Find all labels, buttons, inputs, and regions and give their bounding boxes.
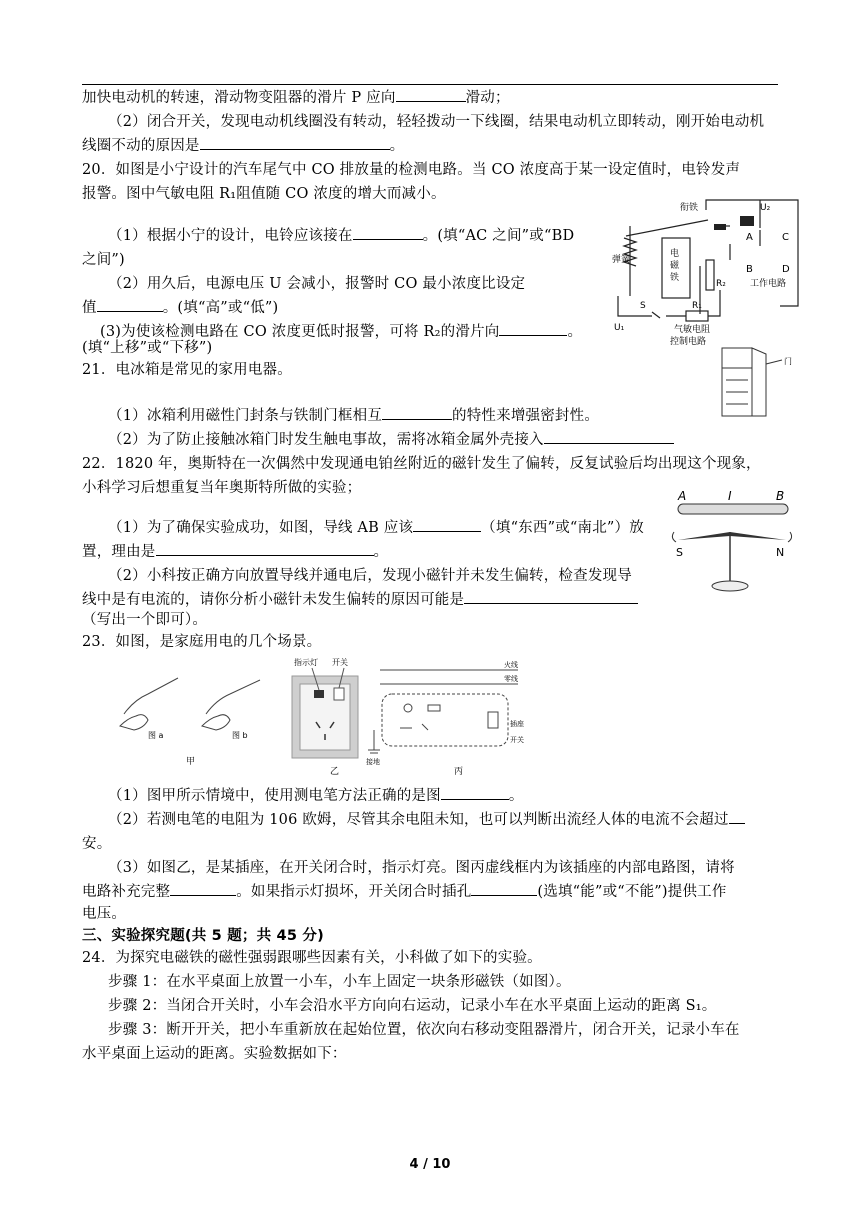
label-a: A xyxy=(746,232,753,243)
label-switch: 开关 xyxy=(332,658,348,667)
answer-blank[interactable] xyxy=(413,516,481,532)
label-u1: U₁ xyxy=(614,323,625,333)
page-number: 4 / 10 xyxy=(409,1157,451,1172)
label-jia: 甲 xyxy=(186,757,196,767)
header-rule xyxy=(82,84,778,85)
label-socket: 插座 xyxy=(510,720,524,728)
q21-stem: 21．电冰箱是常见的家用电器。 xyxy=(82,362,292,378)
household-electricity-figure xyxy=(110,654,530,778)
q24-stem: 24．为探究电磁铁的磁性强弱跟哪些因素有关，小科做了如下的实验。 xyxy=(82,950,542,966)
q21-2: （2）为了防止接触冰箱门时发生触电事故，需将冰箱金属外壳接入 xyxy=(108,428,804,452)
label-south: S xyxy=(676,546,683,559)
q20-1-cont: 之间”) xyxy=(82,252,125,268)
answer-blank[interactable] xyxy=(499,320,567,336)
label-north: N xyxy=(776,546,785,559)
q23-3-cont: 电路补充完整 。如果指示灯损坏，开关闭合时插孔 (选填“能”或“不能”)提供工作 xyxy=(82,880,778,904)
label-door: 门 xyxy=(784,357,792,366)
co-detector-circuit-figure xyxy=(610,196,810,346)
answer-blank[interactable] xyxy=(382,404,452,420)
label-b: B xyxy=(746,264,753,275)
q20-3-cont: (填“上移”或“下移”) xyxy=(82,340,213,356)
q19-line-1: 加快电动机的转速，滑动物变阻器的滑片 P 应向 滑动； xyxy=(82,86,778,110)
answer-blank[interactable] xyxy=(156,540,374,556)
q23-stem: 23．如图，是家庭用电的几个场景。 xyxy=(82,634,322,650)
q23-2: （2）若测电笔的电阻为 106 欧姆，尽管其余电阻未知，也可以判断出流经人体的电流不会超过 xyxy=(108,808,804,832)
q24-step-2: 步骤 2：当闭合开关时，小车会沿水平方向向右运动，记录小车在水平桌面上运动的距离 S₁。 xyxy=(108,998,717,1014)
q22-stem-1: 22．1820 年，奥斯特在一次偶然中发现通电铂丝附近的磁针发生了偏转，反复试验后均出现这个现象， xyxy=(82,456,761,472)
q20-stem-2: 报警。图中气敏电阻 R₁阻值随 CO 浓度的增大而减小。 xyxy=(82,186,446,202)
label-fig-b: 图 b xyxy=(232,731,248,740)
label-current: I xyxy=(728,489,732,503)
answer-blank[interactable] xyxy=(396,86,466,102)
label-spring: 弹簧 xyxy=(612,255,631,265)
label-electromagnet: 电 xyxy=(670,249,680,259)
q23-1: （1）图甲所示情境中，使用测电笔方法正确的是图 。 xyxy=(108,784,804,808)
q20-stem-1: 20．如图是小宁设计的汽车尾气中 CO 排放量的检测电路。当 CO 浓度高于某一设定值时，电铃发声 xyxy=(82,162,741,178)
label-ground: 接地 xyxy=(366,758,380,766)
q19-2-line: （2）闭合开关，发现电动机线圈没有转动，轻轻拨动一下线圈，结果电动机立即转动，刚开始电动机 xyxy=(108,114,765,130)
q22-2: （2）小科按正确方向放置导线并通电后，发现小磁针并未发生偏转，检查发现导 xyxy=(108,568,632,584)
label-r2: R₂ xyxy=(716,279,726,289)
label-r1: R₁ xyxy=(692,301,702,311)
q22-1-cont: 置，理由是 。 xyxy=(82,540,778,564)
q20-1: （1）根据小宁的设计，电铃应该接在 。(填“AC 之间”或“BD xyxy=(108,224,628,248)
q20-2-cont: 值 。(填“高”或“低”) xyxy=(82,296,602,320)
answer-blank[interactable] xyxy=(729,808,745,824)
label-b: B xyxy=(776,489,785,503)
label-u2: U₂ xyxy=(760,203,771,213)
oersted-figure xyxy=(668,488,798,598)
label-control-circuit: 控制电路 xyxy=(670,337,707,346)
svg-text:磁: 磁 xyxy=(670,261,680,271)
q22-2-cont: 线中是有电流的，请你分析小磁针未发生偏转的原因可能是 xyxy=(82,588,778,612)
q24-step-3: 步骤 3：断开开关，把小车重新放在起始位置，依次向右移动变阻器滑片，闭合开关，记录小车在 xyxy=(108,1022,740,1038)
label-armature: 衔铁 xyxy=(680,203,699,213)
answer-blank[interactable] xyxy=(97,296,163,312)
label-neutral-wire: 零线 xyxy=(504,675,518,683)
q19-2-line-b: 线圈不动的原因是 。 xyxy=(82,134,778,158)
label-c: C xyxy=(782,232,789,243)
refrigerator-figure xyxy=(700,344,800,420)
q23-2-cont: 安。 xyxy=(82,836,112,852)
answer-blank[interactable] xyxy=(464,588,638,604)
answer-blank[interactable] xyxy=(544,428,674,444)
label-bing: 丙 xyxy=(454,767,464,777)
q22-2-cont-b: （写出一个即可）。 xyxy=(82,612,208,628)
label-a: A xyxy=(678,489,687,503)
label-gas-resistor: 气敏电阻 xyxy=(674,325,711,335)
q24-step-1: 步骤 1：在水平桌面上放置一小车，小车上固定一块条形磁铁（如图）。 xyxy=(108,974,571,990)
label-switch-bing: 开关 xyxy=(510,736,524,744)
q20-2: （2）用久后，电源电压 U 会减小，报警时 CO 最小浓度比设定 xyxy=(108,276,526,292)
label-fig-a: 图 a xyxy=(148,731,164,740)
q23-3: （3）如图乙，是某插座，在开关闭合时，指示灯亮。图丙虚线框内为该插座的内部电路图，请将 xyxy=(108,860,735,876)
label-yi: 乙 xyxy=(330,767,340,777)
label-working-circuit: 工作电路 xyxy=(750,279,787,289)
svg-text:铁: 铁 xyxy=(670,273,680,283)
label-d: D xyxy=(782,264,790,275)
q21-1: （1）冰箱利用磁性门封条与铁制门框相互 的特性来增强密封性。 xyxy=(108,404,804,428)
q24-step-3-cont: 水平桌面上运动的距离。实验数据如下： xyxy=(82,1046,347,1062)
label-live-wire: 火线 xyxy=(504,661,518,669)
q22-stem-2: 小科学习后想重复当年奥斯特所做的实验； xyxy=(82,480,362,496)
q22-1: （1）为了确保实验成功，如图，导线 AB 应该 （填“东西”或“南北”）放 xyxy=(108,516,804,540)
q20-3: (3)为使该检测电路在 CO 浓度更低时报警，可将 R₂的滑片向 。 xyxy=(100,320,620,344)
label-s: S xyxy=(640,301,646,311)
answer-blank[interactable] xyxy=(353,224,423,240)
answer-blank[interactable] xyxy=(200,134,390,150)
answer-blank[interactable] xyxy=(471,880,537,896)
answer-blank[interactable] xyxy=(441,784,509,800)
q23-3-cont-b: 电压。 xyxy=(82,906,127,922)
label-indicator-lamp: 指示灯 xyxy=(294,658,318,667)
answer-blank[interactable] xyxy=(170,880,236,896)
section-heading: 三、实验探究题(共 5 题；共 45 分) xyxy=(82,928,324,944)
